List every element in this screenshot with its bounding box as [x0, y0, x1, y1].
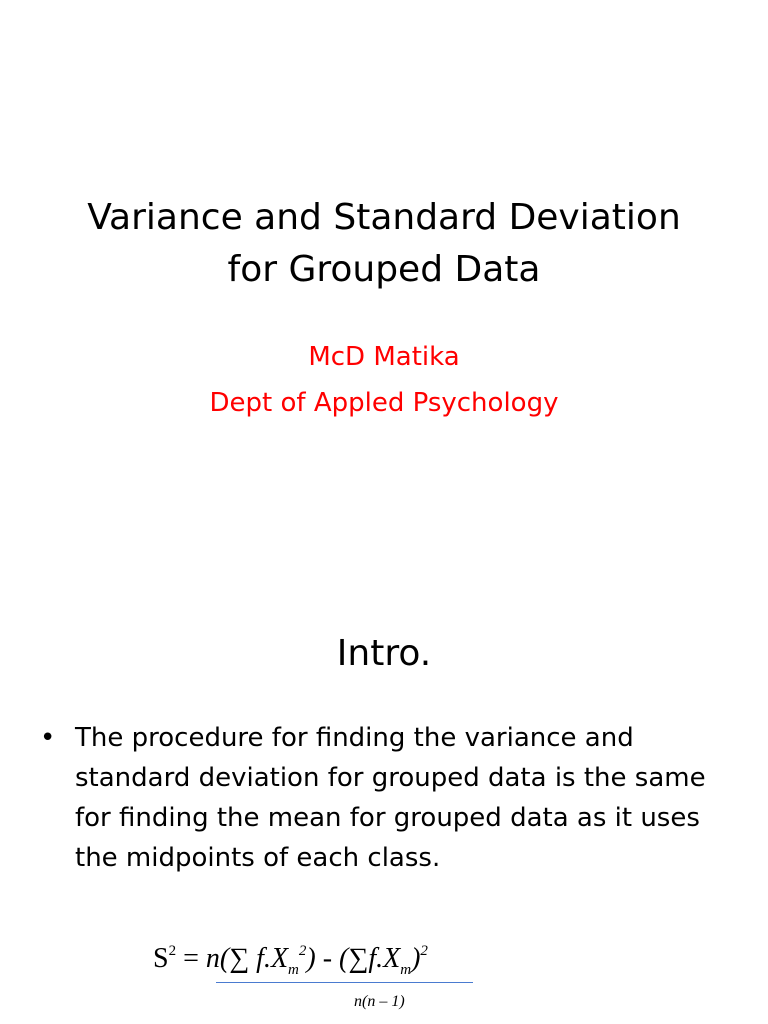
formula-denominator: n(n – 1)	[354, 993, 405, 1010]
intro-slide	[0, 560, 768, 1024]
formula-lhs-exponent: 2	[168, 943, 177, 959]
formula-exponent-2: 2	[420, 943, 428, 959]
formula-equals: =	[176, 943, 206, 974]
formula-exponent-1: 2	[298, 943, 307, 959]
slide-subtitle	[0, 334, 768, 426]
fraction-line	[216, 982, 473, 983]
intro-title: Intro.	[336, 633, 432, 674]
formula-subscript-1: m	[288, 962, 299, 978]
bullet-list	[40, 718, 730, 878]
slide-title-line-2: for Grouped Data	[227, 249, 541, 290]
formula-lhs: S	[153, 943, 169, 974]
formula-close-paren: )	[411, 943, 421, 974]
bullet-text: The procedure for finding the variance and standard deviation for grouped data is the same for finding the mean for grouped data as it uses the midpoints of each class.	[75, 723, 706, 873]
formula-term-1: n(∑ f.X	[205, 943, 289, 974]
department-name: Dept of Appled Psychology	[209, 388, 559, 418]
bullet-item	[40, 718, 730, 878]
formula-term-2: ) - (∑f.X	[306, 943, 401, 974]
slide-title-line-1: Variance and Standard Deviation	[87, 197, 681, 238]
author-name: McD Matika	[308, 342, 460, 372]
variance-formula	[153, 933, 428, 988]
slide-title	[0, 192, 768, 296]
formula-subscript-2: m	[400, 962, 412, 978]
bullet-icon: •	[40, 723, 56, 753]
